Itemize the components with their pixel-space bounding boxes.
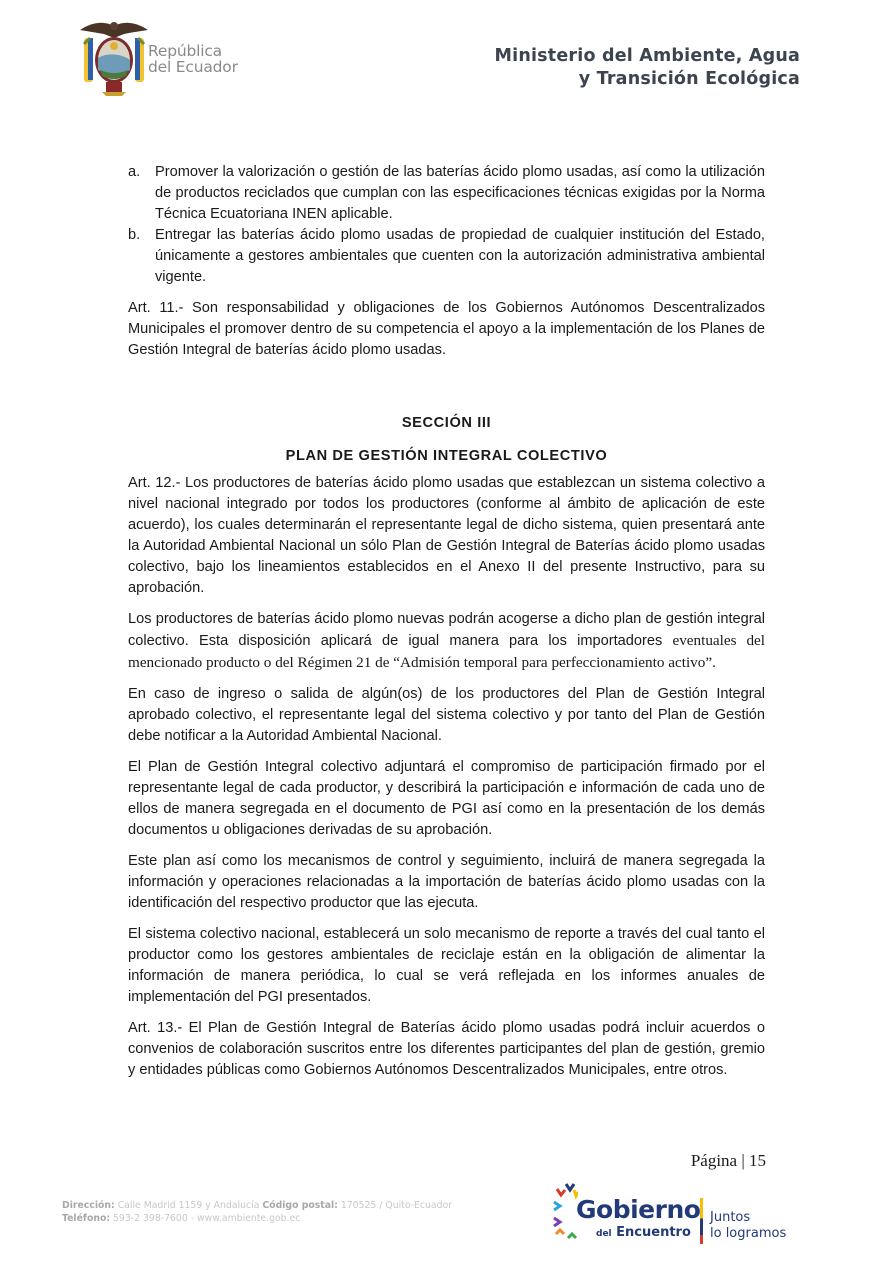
paragraph-commitment: El Plan de Gestión Integral colectivo adjuntará el compromiso de participación firmado por el representante legal de cada productor, y describirá la participación e información de cada uno de ellos de manera segregada en el documento de PGI así como en la presentación de los demás documentos u obligaciones derivadas de su aprobación. [128, 759, 765, 838]
ecuador-coat-of-arms-icon [78, 14, 150, 98]
list-item-text: Promover la valorización o gestión de las baterías ácido plomo usadas, así como la utilización de productos reciclados que cumplan con las especificaciones técnicas exigidas por la Norma Técnica Ecuatoriana INEN aplicable. [155, 164, 765, 222]
ministry-line-1: Ministerio del Ambiente, Agua [494, 46, 800, 66]
list-marker: b. [128, 227, 141, 243]
tagline-line-2: lo logramos [710, 1226, 787, 1241]
paragraph-new-batteries-part1: Los productores de baterías ácido plomo nuevas podrán acogerse a dicho plan de gestión integral colectivo. Esta disposición aplicará de igual manera para los importadores [128, 611, 765, 649]
paragraph-new-batteries [128, 609, 765, 674]
address-label: Dirección: [62, 1200, 115, 1211]
section-title: PLAN DE GESTIÓN INTEGRAL COLECTIVO [285, 448, 608, 464]
divider [700, 1198, 703, 1244]
gobierno-wordmark: Gobierno [576, 1195, 701, 1224]
list-item [128, 225, 765, 288]
list-marker: a. [128, 164, 141, 180]
paragraph-control: Este plan así como los mecanismos de control y seguimiento, incluirá de manera segregada la información y operaciones relacionadas a la importación de baterías ácido plomo usadas con la identificación del respectivo productor que las ejecuta. [128, 853, 765, 911]
gobierno-del-encuentro-logo [552, 1180, 812, 1250]
paragraph-entry-exit: En caso de ingreso o salida de algún(os) de los productores del Plan de Gestión Integral aprobado colectivo, el representante legal del sistema colectivo y por tanto del Plan de Gestión debe notificar a la Autoridad Ambiental Nacional. [128, 686, 765, 744]
list-item-text: Entregar las baterías ácido plomo usadas de propiedad de cualquier institución del Estado, únicamente a gestores ambientales que cuenten con la autorización administrativa ambiental vigente. [155, 227, 765, 285]
paragraph-new-batteries-part2: eventuales del mencionado producto o del Régimen 21 de “Admisión temporal para perfeccionamiento activo”. [128, 632, 765, 671]
article-12: Art. 12.- Los productores de baterías ácido plomo usadas que establezcan un sistema colectivo a nivel nacional integrado por todos los productores (conforme al ámbito de aplicación de este acuerdo), los cuales determinarán el representante legal de dicho sistema, quien presentará ante la Autoridad Ambiental Nacional un sólo Plan de Gestión Integral de Baterías ácido plomo usadas colectivo, bajo los lineamientos establecidos en el Anexo II del presente Instructivo, para su aprobación. [128, 475, 765, 596]
phone-label: Teléfono: [62, 1213, 111, 1224]
article-13: Art. 13.- El Plan de Gestión Integral de Baterías ácido plomo usadas podrá incluir acuerdos o convenios de colaboración suscritos entre los diferentes participantes del plan de gestión, gremio y entidades públicas como Gobiernos Autónomos Descentralizados Municipales, entre otros. [128, 1020, 765, 1078]
sunburst-chevrons-icon [552, 1182, 578, 1244]
page-number: Página | 15 [690, 1151, 766, 1170]
postal-value: 170525 / Quito-Ecuador [337, 1200, 453, 1211]
republic-line-1: República [148, 42, 222, 60]
phone-value: 593-2 398-7600 - www.ambiente.gob.ec [110, 1213, 301, 1224]
footer-address [62, 1199, 452, 1225]
encuentro-text: Encuentro [616, 1225, 691, 1240]
address-value: Calle Madrid 1159 y Andalucía [114, 1200, 263, 1211]
list-item [128, 162, 765, 225]
del-encuentro-wordmark [596, 1225, 691, 1240]
del-small: del [596, 1229, 612, 1239]
ministry-line-2: y Transición Ecológica [578, 69, 800, 89]
ministry-title [495, 45, 801, 91]
article-11: Art. 11.- Son responsabilidad y obligaciones de los Gobiernos Autónomos Descentralizados Municipales el promover dentro de su competencia el apoyo a la implementación de los Planes de Gestión Integral de baterías ácido plomo usadas. [128, 300, 765, 358]
document-body [128, 162, 765, 1081]
republica-del-ecuador-logo-text [148, 43, 238, 75]
postal-label: Código postal: [262, 1200, 338, 1211]
tagline-line-1: Juntos [710, 1210, 751, 1225]
republic-line-2: del Ecuador [148, 58, 238, 76]
tagline [710, 1210, 786, 1242]
section-number: SECCIÓN III [401, 415, 492, 431]
paragraph-reporting-system: El sistema colectivo nacional, establecerá un solo mecanismo de reporte a través del cual tanto el productor como los gestores ambientales de reciclaje están en la obligación de alimentar la información de manera periódica, lo cual se verá reflejada en los informes anuales de implementación del PGI presentados. [128, 926, 765, 1005]
